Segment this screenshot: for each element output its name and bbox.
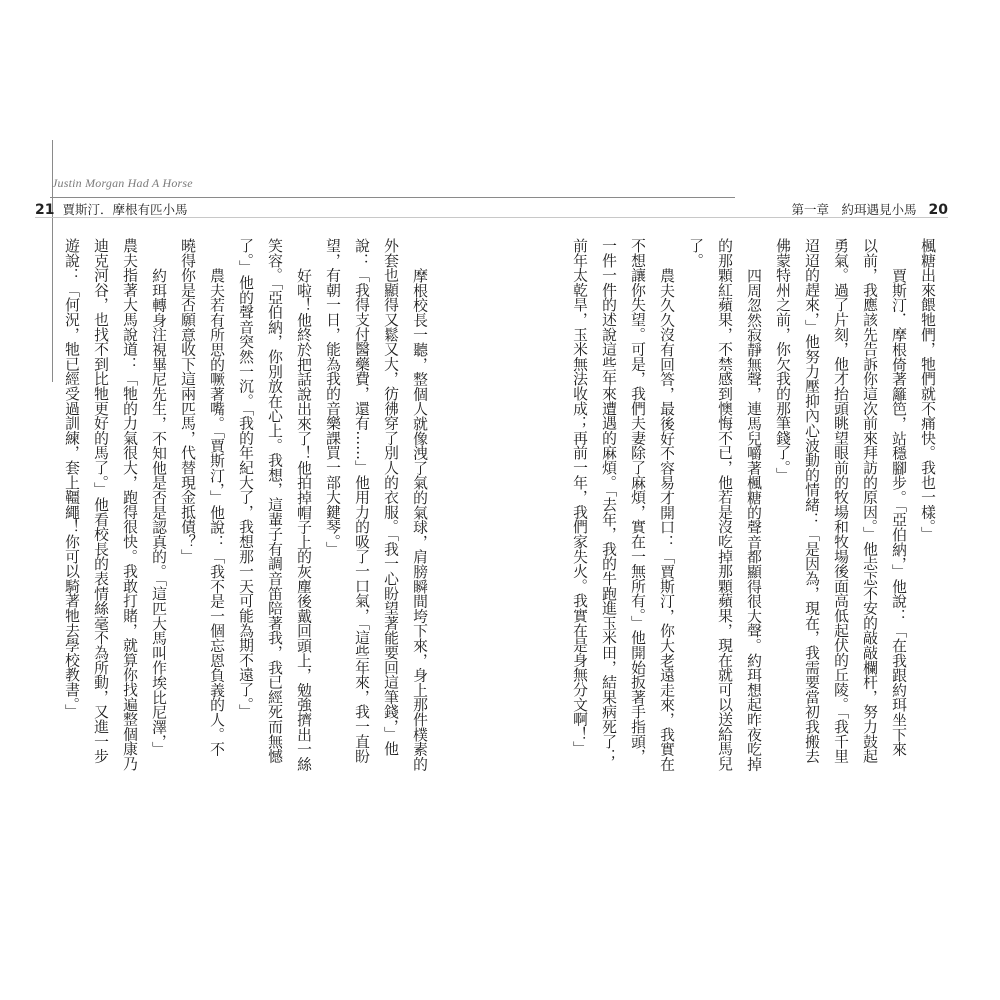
text-column: 佛蒙特州之前，你欠我的那筆錢了。」 xyxy=(774,238,791,483)
text-column: 勇氣。過了片刻，他才抬頭眺望眼前的牧場和牧場後面高低起伏的丘陵。「我千里 xyxy=(832,238,849,764)
text-column: 一件一件的述說這些年來遭遇的麻煩。「去年，我的牛跑進玉米田，結果病死了； xyxy=(600,238,617,764)
text-column: 笑容。「亞伯納，你別放在心上。我想，這輩子有調音笛陪著我，我已經死而無憾 xyxy=(266,238,283,764)
text-column: 外套也顯得又鬆又大，彷彿穿了別人的衣服。「我一心盼望著能要回這筆錢，」他 xyxy=(382,238,399,756)
text-column: 了。」他的聲音突然一沉。「我的年紀大了，我想那一天可能為期不遠了。」 xyxy=(237,238,254,719)
text-column: 的那顆紅蘋果，不禁感到懊悔不已，他若是沒吃掉那顆蘋果，現在就可以送給馬兒 xyxy=(716,238,733,771)
text-column: 農夫久久沒有回答，最後好不容易才開口：「賈斯汀，你大老遠走來，我實在 xyxy=(658,267,675,771)
header-top-rule xyxy=(50,197,735,198)
left-page-header xyxy=(35,200,187,218)
text-column: 好啦！他終於把話說出來了！他拍掉帽子上的灰塵後戴回頭上，勉強擠出一絲 xyxy=(295,267,312,771)
text-column: 了。 xyxy=(687,238,704,268)
text-column: 四周忽然寂靜無聲，連馬兒嚼著楓糖的聲音都顯得很大聲。約珥想起昨夜吃掉 xyxy=(745,267,762,771)
text-column: 農夫指著大馬說道：「牠的力氣很大，跑得很快。我敢打賭，就算你找遍整個康乃 xyxy=(121,238,138,771)
text-column: 迢迢的趕來，」他努力壓抑內心波動的情緒：「是因為，現在，我需要當初我搬去 xyxy=(803,238,820,764)
english-book-title: Justin Morgan Had A Horse xyxy=(52,176,193,190)
text-column: 楓糖出來餵牠們，牠們就不痛快。我也一樣。」 xyxy=(919,238,936,542)
text-column: 迪克河谷，也找不到比牠更好的馬了。」他看校長的表情絲毫不為所動，又進一步 xyxy=(92,238,109,764)
text-column: 不想讓你失望。可是，我們夫妻除了麻煩，實在一無所有。」他開始扳著手指頭， xyxy=(629,238,646,764)
text-column: 農夫若有所思的噘著嘴。「賈斯汀，」他說：「我不是一個忘恩負義的人。不 xyxy=(208,267,225,756)
text-column: 前年太乾旱，玉米無法收成；再前一年，我們家失火。我實在是身無分文啊！」 xyxy=(571,238,588,756)
right-page-number: 20 xyxy=(928,202,948,218)
text-column: 曉得你是否願意收下這兩匹馬，代替現金抵債？」 xyxy=(179,238,196,564)
right-page-header xyxy=(792,200,948,218)
text-column: 賈斯汀．摩根倚著籬笆，站穩腳步。「亞伯納，」他說：「在我跟約珥坐下來 xyxy=(890,267,907,756)
left-page-body xyxy=(57,238,434,778)
left-page-number: 21 xyxy=(35,202,55,218)
right-chapter-title: 第一章 約珥遇見小馬 xyxy=(791,202,917,217)
text-column: 約珥轉身注視畢尼先生，不知他是否是認真的。「這匹大馬叫作埃比尼澤，」 xyxy=(150,267,167,756)
text-column: 望，有朝一日，能為我的音樂課買一部大鍵琴。」 xyxy=(324,238,341,557)
text-column: 摩根校長一聽，整個人就像洩了氣的氣球，肩膀瞬間垮下來，身上那件樸素的 xyxy=(411,267,428,771)
text-column: 說：「我得支付醫藥費，還有……」他用力的吸了一口氣，「這些年來，我一直盼 xyxy=(353,238,370,764)
text-column: 遊說：「何況，牠已經受過訓練，套上韁繩！你可以騎著牠去學校教書。」 xyxy=(63,238,80,719)
text-column: 以前，我應該先告訴你這次前來拜訪的原因。」他忐忑不安的敲敲欄杆，努力鼓起 xyxy=(861,238,878,764)
left-running-title: 賈斯汀．摩根有匹小馬 xyxy=(62,202,188,217)
right-page-body xyxy=(565,238,942,778)
